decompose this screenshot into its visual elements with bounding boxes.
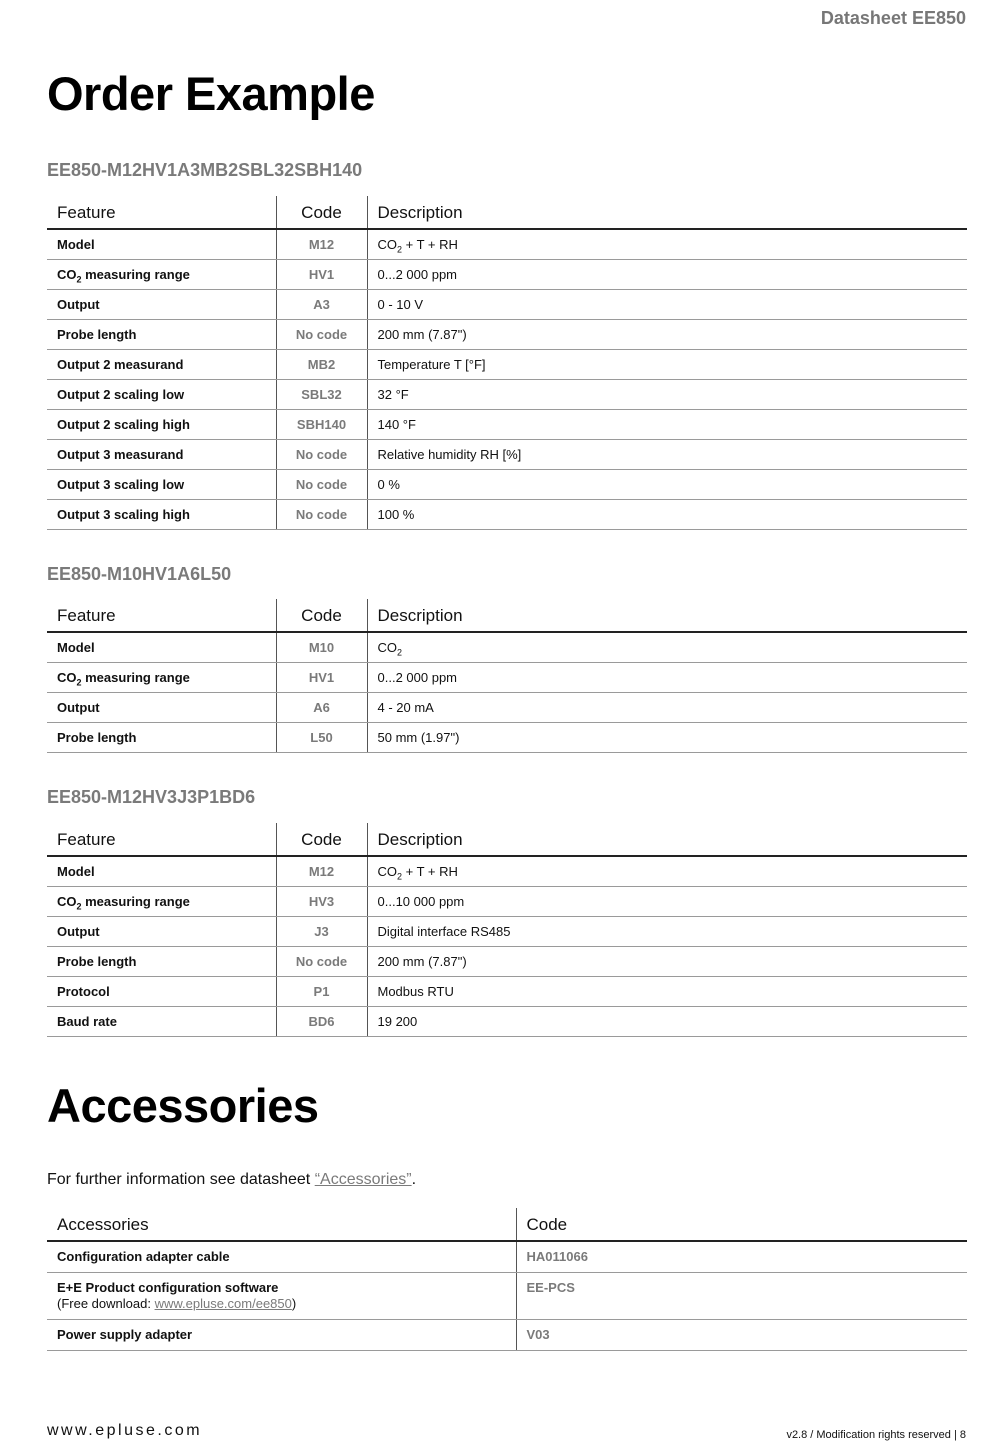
description-text: 4 - 20 mA xyxy=(377,699,434,715)
accessories-note xyxy=(47,1171,416,1189)
code-cell xyxy=(276,409,367,439)
feature-text: Protocol xyxy=(57,983,110,999)
feature-cell xyxy=(47,349,276,379)
description-text: 0...2 000 ppm xyxy=(377,266,457,282)
description-cell xyxy=(367,349,967,379)
description-subscript: 2 xyxy=(397,647,403,658)
table-row xyxy=(47,349,967,379)
description-text: Temperature T [°F] xyxy=(377,356,486,372)
code-text: M10 xyxy=(308,639,335,655)
code-text: A3 xyxy=(313,296,330,312)
description-cell xyxy=(367,886,967,916)
table-row xyxy=(47,439,967,469)
order-code-2: EE850-M10HV1A6L50 xyxy=(47,564,232,584)
table-header-row xyxy=(47,1208,967,1241)
description-text: CO xyxy=(377,863,397,879)
description-cell xyxy=(367,976,967,1006)
description-text: 0 - 10 V xyxy=(377,296,424,312)
description-text: 0...10 000 ppm xyxy=(377,893,465,909)
feature-text-suffix: measuring range xyxy=(81,669,190,685)
feature-cell xyxy=(47,662,276,692)
download-note-suffix: ) xyxy=(291,1296,297,1311)
table-row xyxy=(47,1241,967,1273)
description-text: 0...2 000 ppm xyxy=(377,669,457,685)
code-cell xyxy=(276,692,367,722)
feature-text-suffix: measuring range xyxy=(81,893,190,909)
code-text: M12 xyxy=(308,863,335,879)
code-text: MB2 xyxy=(307,356,336,372)
table-row xyxy=(47,379,967,409)
code-cell xyxy=(276,662,367,692)
feature-column-header: Feature xyxy=(47,823,276,856)
feature-text: Output 2 measurand xyxy=(57,356,184,372)
description-text: 140 °F xyxy=(377,416,416,432)
code-cell xyxy=(276,439,367,469)
feature-cell xyxy=(47,692,276,722)
description-cell xyxy=(367,409,967,439)
code-cell xyxy=(276,886,367,916)
code-cell xyxy=(276,916,367,946)
table-row xyxy=(47,692,967,722)
code-column-header: Code xyxy=(276,823,367,856)
feature-subscript: 2 xyxy=(76,901,82,912)
code-text: No code xyxy=(295,446,348,462)
table-header-row xyxy=(47,196,967,229)
table-row xyxy=(47,409,967,439)
code-cell xyxy=(276,946,367,976)
accessory-name: Configuration adapter cable xyxy=(47,1241,516,1273)
accessories-note-end: . xyxy=(411,1171,417,1188)
code-text: SBH140 xyxy=(296,416,347,432)
feature-cell xyxy=(47,259,276,289)
feature-cell xyxy=(47,499,276,529)
code-text: SBL32 xyxy=(301,386,342,402)
accessories-note-text: For further information see datasheet xyxy=(47,1171,315,1188)
table-row xyxy=(47,662,967,692)
description-column-header: Description xyxy=(367,599,967,632)
description-text: CO xyxy=(377,236,397,252)
accessory-name: Power supply adapter xyxy=(47,1320,516,1351)
feature-text: Model xyxy=(57,236,95,252)
feature-cell xyxy=(47,916,276,946)
description-column-header: Description xyxy=(367,196,967,229)
table-header-row xyxy=(47,823,967,856)
feature-text: CO xyxy=(57,893,77,909)
table-row xyxy=(47,1006,967,1036)
footer-version: v2.8 / Modification rights reserved | 8 xyxy=(786,1429,966,1441)
description-cell xyxy=(367,319,967,349)
description-cell xyxy=(367,946,967,976)
feature-text: CO xyxy=(57,669,77,685)
description-cell xyxy=(367,289,967,319)
order-example-heading: Order Example xyxy=(47,67,375,120)
code-cell xyxy=(276,856,367,886)
description-text: 50 mm (1.97") xyxy=(377,729,460,745)
code-cell xyxy=(276,469,367,499)
feature-cell xyxy=(47,319,276,349)
code-cell xyxy=(276,289,367,319)
order-table-3 xyxy=(47,823,967,1037)
code-text: J3 xyxy=(314,923,329,939)
description-text: CO xyxy=(377,639,397,655)
feature-text: Output 3 measurand xyxy=(57,446,184,462)
description-cell xyxy=(367,259,967,289)
datasheet-title: Datasheet EE850 xyxy=(820,8,966,28)
feature-text: Probe length xyxy=(57,953,137,969)
description-text: 200 mm (7.87") xyxy=(377,953,467,969)
order-table-2 xyxy=(47,599,967,753)
feature-cell xyxy=(47,856,276,886)
description-cell xyxy=(367,662,967,692)
feature-text: Probe length xyxy=(57,729,137,745)
code-cell xyxy=(276,1006,367,1036)
feature-text: Output 2 scaling low xyxy=(57,386,185,402)
table-header-row xyxy=(47,599,967,632)
feature-cell xyxy=(47,229,276,259)
accessory-code: EE-PCS xyxy=(516,1273,967,1320)
feature-cell xyxy=(47,946,276,976)
description-cell xyxy=(367,916,967,946)
code-text: P1 xyxy=(313,983,330,999)
code-column-header: Code xyxy=(276,599,367,632)
code-column-header: Code xyxy=(516,1208,967,1241)
description-cell xyxy=(367,1006,967,1036)
feature-text-suffix: measuring range xyxy=(81,266,190,282)
order-code-3: EE850-M12HV3J3P1BD6 xyxy=(47,787,256,807)
code-text: No code xyxy=(295,326,348,342)
description-subscript: 2 xyxy=(397,871,403,882)
description-cell xyxy=(367,379,967,409)
code-text: No code xyxy=(295,953,348,969)
description-text-suffix: + T + RH xyxy=(402,236,458,252)
code-text: M12 xyxy=(308,236,335,252)
table-row xyxy=(47,856,967,886)
code-text: No code xyxy=(295,476,348,492)
table-row xyxy=(47,632,967,662)
code-text: BD6 xyxy=(308,1013,335,1029)
description-cell xyxy=(367,469,967,499)
feature-column-header: Feature xyxy=(47,599,276,632)
code-cell xyxy=(276,259,367,289)
table-row xyxy=(47,886,967,916)
order-code-1: EE850-M12HV1A3MB2SBL32SBH140 xyxy=(47,160,363,180)
download-link[interactable]: www.epluse.com/ee850 xyxy=(154,1296,292,1311)
accessories-heading: Accessories xyxy=(47,1079,319,1132)
feature-subscript: 2 xyxy=(76,274,82,285)
code-text: HV1 xyxy=(308,266,335,282)
table-row xyxy=(47,722,967,752)
code-column-header: Code xyxy=(276,196,367,229)
table-row xyxy=(47,976,967,1006)
code-cell xyxy=(276,319,367,349)
table-row xyxy=(47,916,967,946)
code-cell xyxy=(276,976,367,1006)
feature-text: CO xyxy=(57,266,77,282)
feature-cell xyxy=(47,439,276,469)
download-note-prefix: (Free download: xyxy=(57,1296,155,1311)
accessory-code: V03 xyxy=(516,1320,967,1351)
description-text: 0 % xyxy=(377,476,400,492)
feature-cell xyxy=(47,469,276,499)
description-cell xyxy=(367,856,967,886)
order-table-1 xyxy=(47,196,967,530)
table-row xyxy=(47,229,967,259)
description-column-header: Description xyxy=(367,823,967,856)
description-text: 32 °F xyxy=(377,386,409,402)
description-cell xyxy=(367,632,967,662)
table-row xyxy=(47,499,967,529)
accessory-download-note xyxy=(57,1296,506,1312)
feature-text: Output xyxy=(57,923,100,939)
code-cell xyxy=(276,722,367,752)
feature-cell xyxy=(47,632,276,662)
feature-text: Model xyxy=(57,639,95,655)
code-cell xyxy=(276,499,367,529)
feature-text: Output xyxy=(57,296,100,312)
code-text: A6 xyxy=(313,699,330,715)
table-row xyxy=(47,289,967,319)
accessory-name: E+E Product configuration software xyxy=(57,1280,279,1295)
feature-column-header: Feature xyxy=(47,196,276,229)
table-row xyxy=(47,946,967,976)
code-text: HV3 xyxy=(308,893,335,909)
feature-text: Probe length xyxy=(57,326,137,342)
accessories-column-header: Accessories xyxy=(47,1208,516,1241)
table-row xyxy=(47,1320,967,1351)
description-text-suffix: + T + RH xyxy=(402,863,458,879)
feature-cell xyxy=(47,886,276,916)
code-text: L50 xyxy=(310,729,333,745)
description-text: 19 200 xyxy=(377,1013,418,1029)
code-cell xyxy=(276,632,367,662)
feature-text: Output 2 scaling high xyxy=(57,416,190,432)
description-text: Modbus RTU xyxy=(377,983,454,999)
accessories-table xyxy=(47,1208,967,1351)
feature-text: Model xyxy=(57,863,95,879)
feature-cell xyxy=(47,1006,276,1036)
description-cell xyxy=(367,722,967,752)
description-cell xyxy=(367,692,967,722)
feature-text: Baud rate xyxy=(57,1013,117,1029)
description-subscript: 2 xyxy=(397,244,403,255)
feature-text: Output 3 scaling low xyxy=(57,476,185,492)
description-text: Digital interface RS485 xyxy=(377,923,511,939)
feature-cell xyxy=(47,289,276,319)
accessory-name-cell xyxy=(47,1273,516,1320)
code-text: No code xyxy=(295,506,348,522)
feature-subscript: 2 xyxy=(76,677,82,688)
code-text: HV1 xyxy=(308,669,335,685)
table-row xyxy=(47,469,967,499)
accessory-code: HA011066 xyxy=(516,1241,967,1273)
feature-cell xyxy=(47,976,276,1006)
table-row xyxy=(47,319,967,349)
footer-website: www.epluse.com xyxy=(47,1422,203,1439)
code-cell xyxy=(276,379,367,409)
code-cell xyxy=(276,229,367,259)
description-cell xyxy=(367,229,967,259)
description-text: Relative humidity RH [%] xyxy=(377,446,522,462)
description-cell xyxy=(367,439,967,469)
accessories-datasheet-link[interactable]: “Accessories” xyxy=(314,1171,412,1188)
description-cell xyxy=(367,499,967,529)
feature-text: Output 3 scaling high xyxy=(57,506,190,522)
description-text: 200 mm (7.87") xyxy=(377,326,467,342)
feature-text: Output xyxy=(57,699,100,715)
table-row xyxy=(47,259,967,289)
feature-cell xyxy=(47,379,276,409)
feature-cell xyxy=(47,722,276,752)
code-cell xyxy=(276,349,367,379)
description-text: 100 % xyxy=(377,506,415,522)
feature-cell xyxy=(47,409,276,439)
table-row xyxy=(47,1273,967,1320)
